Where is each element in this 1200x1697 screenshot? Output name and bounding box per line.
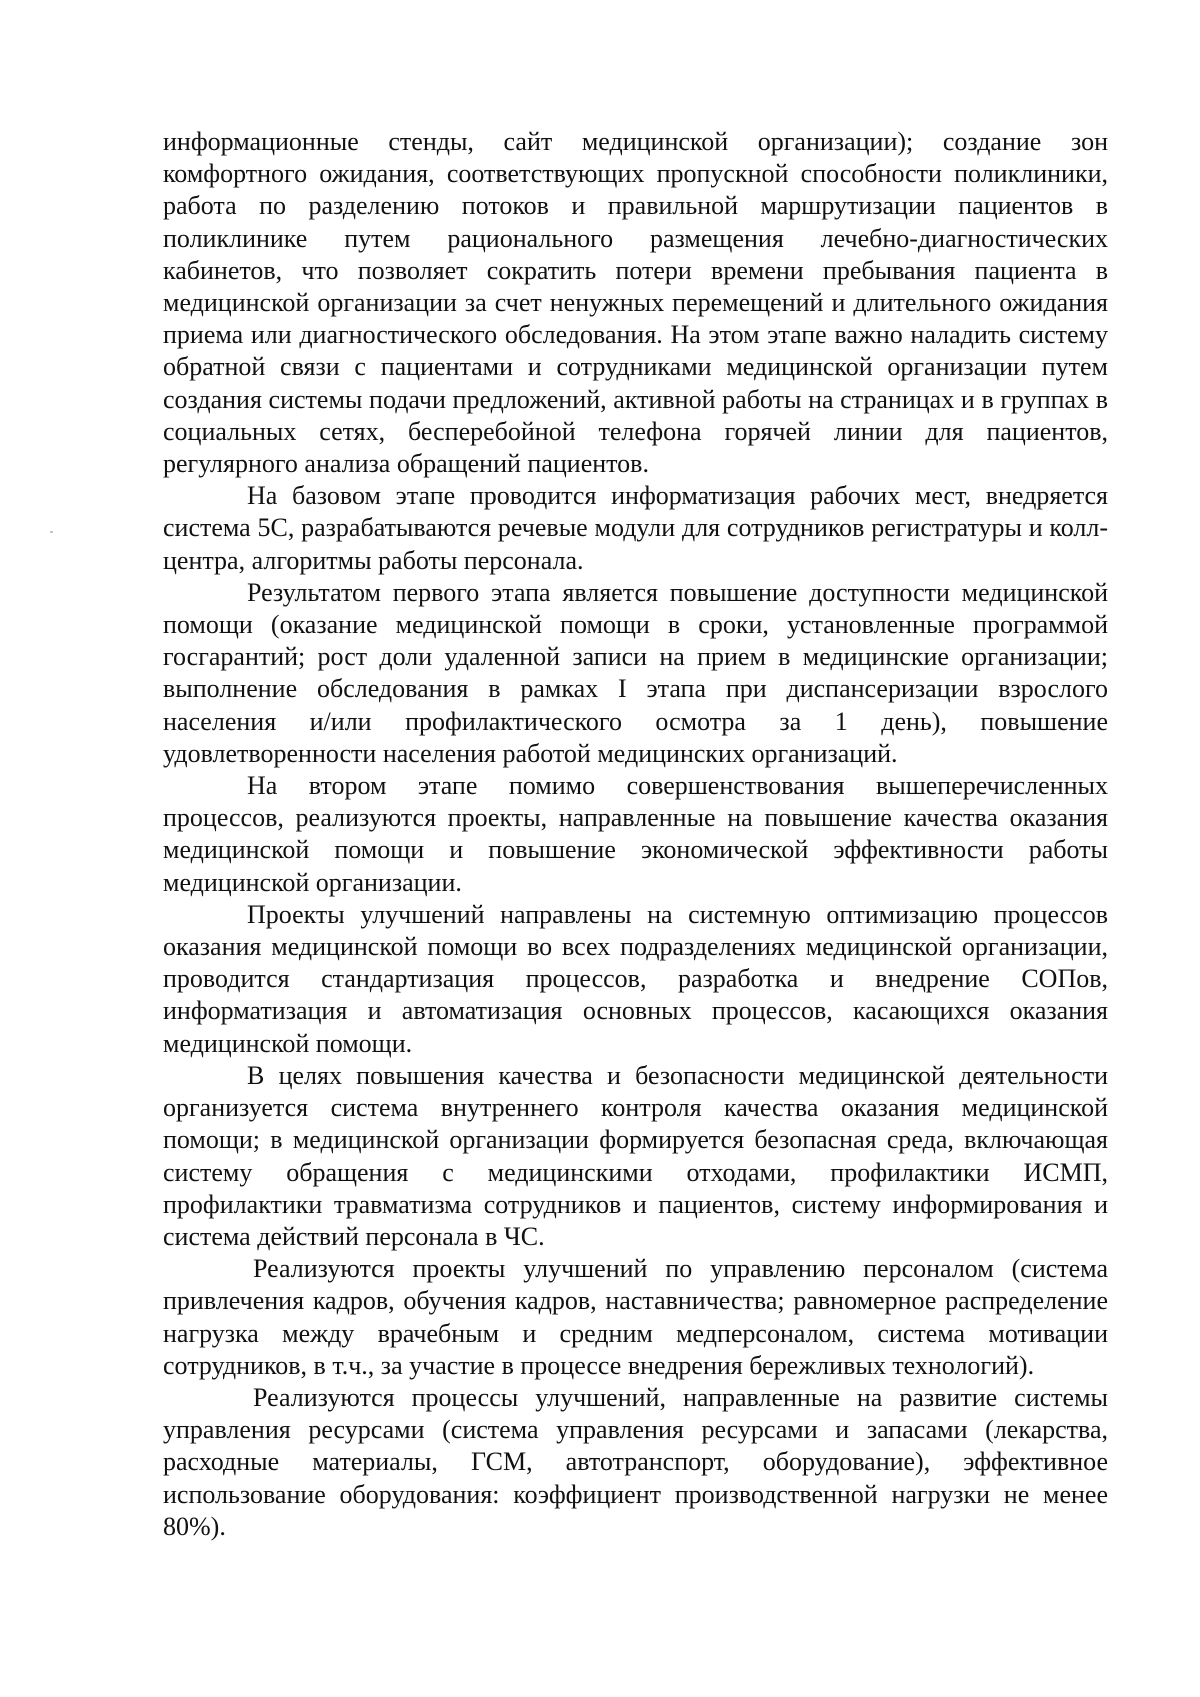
paragraph-resource-management: Реализуются процессы улучшений, направленные на развитие системы управления ресурсами (система управления ресурсами и запасами (лекарства, расходные материалы, ГСМ, автотранспорт, оборудование), эффективное использование оборудования: коэффициент производственной нагрузки не менее 80%). bbox=[163, 1382, 1108, 1541]
paragraph-improvement-projects: Проекты улучшений направлены на системную оптимизацию процессов оказания медицинской помощи во всех подразделениях медицинской организации, проводится стандартизация процессов, разработка и внедрение СОПов, информатизация и автоматизация основных процессов, касающихся оказания медицинской помощи. bbox=[163, 899, 1108, 1058]
scan-artifact bbox=[50, 531, 53, 533]
paragraph-first-stage-result: Результатом первого этапа является повышение доступности медицинской помощи (оказание медицинской помощи в сроки, установленные программой госгарантий; рост доли удаленной записи на прием в медицинские организации; выполнение обследования в рамках I этапа при диспансеризации взрослого населения и/или профилактического осмотра за 1 день), повышение удовлетворенности населения работой медицинских организаций. bbox=[163, 577, 1108, 768]
paragraph-base-stage: На базовом этапе проводится информатизация рабочих мест, внедряется система 5С, разрабатываются речевые модули для сотрудников регистратуры и колл-центра, алгоритмы работы персонала. bbox=[163, 481, 1108, 575]
paragraph-personnel-management: Реализуются проекты улучшений по управлению персоналом (система привлечения кадров, обучения кадров, наставничества; равномерное распределение нагрузка между врачебным и средним медперсоналом, система мотивации сотрудников, в т.ч., за участие в процессе внедрения бережливых технологий). bbox=[163, 1254, 1108, 1380]
paragraph-quality-safety: В целях повышения качества и безопасности медицинской деятельности организуется система внутреннего контроля качества оказания медицинской помощи; в медицинской организации формируется безопасная среда, включающая систему обращения с медицинскими отходами, профилактики ИСМП, профилактики травматизма сотрудников и пациентов, систему информирования и система действий персонала в ЧС. bbox=[163, 1060, 1108, 1251]
paragraph-second-stage: На втором этапе помимо совершенствования вышеперечисленных процессов, реализуются проекты, направленные на повышение качества оказания медицинской помощи и повышение экономической эффективности работы медицинской организации. bbox=[163, 771, 1108, 897]
paragraph-continuation: информационные стенды, сайт медицинской организации); создание зон комфортного ожидания, соответствующих пропускной способности поликлиники, работа по разделению потоков и правильной маршрутизации пациентов в поликлинике путем рационального размещения лечебно-диагностических кабинетов, что позволяет сократить потери времени пребывания пациента в медицинской организации за счет ненужных перемещений и длительного ожидания приема или диагностического обследования. На этом этапе важно наладить систему обратной связи с пациентами и сотрудниками медицинской организации путем создания системы подачи предложений, активной работы на страницах и в группах в социальных сетях, бесперебойной телефона горячей линии для пациентов, регулярного анализа обращений пациентов. bbox=[163, 127, 1108, 479]
document-body bbox=[163, 126, 1108, 1543]
